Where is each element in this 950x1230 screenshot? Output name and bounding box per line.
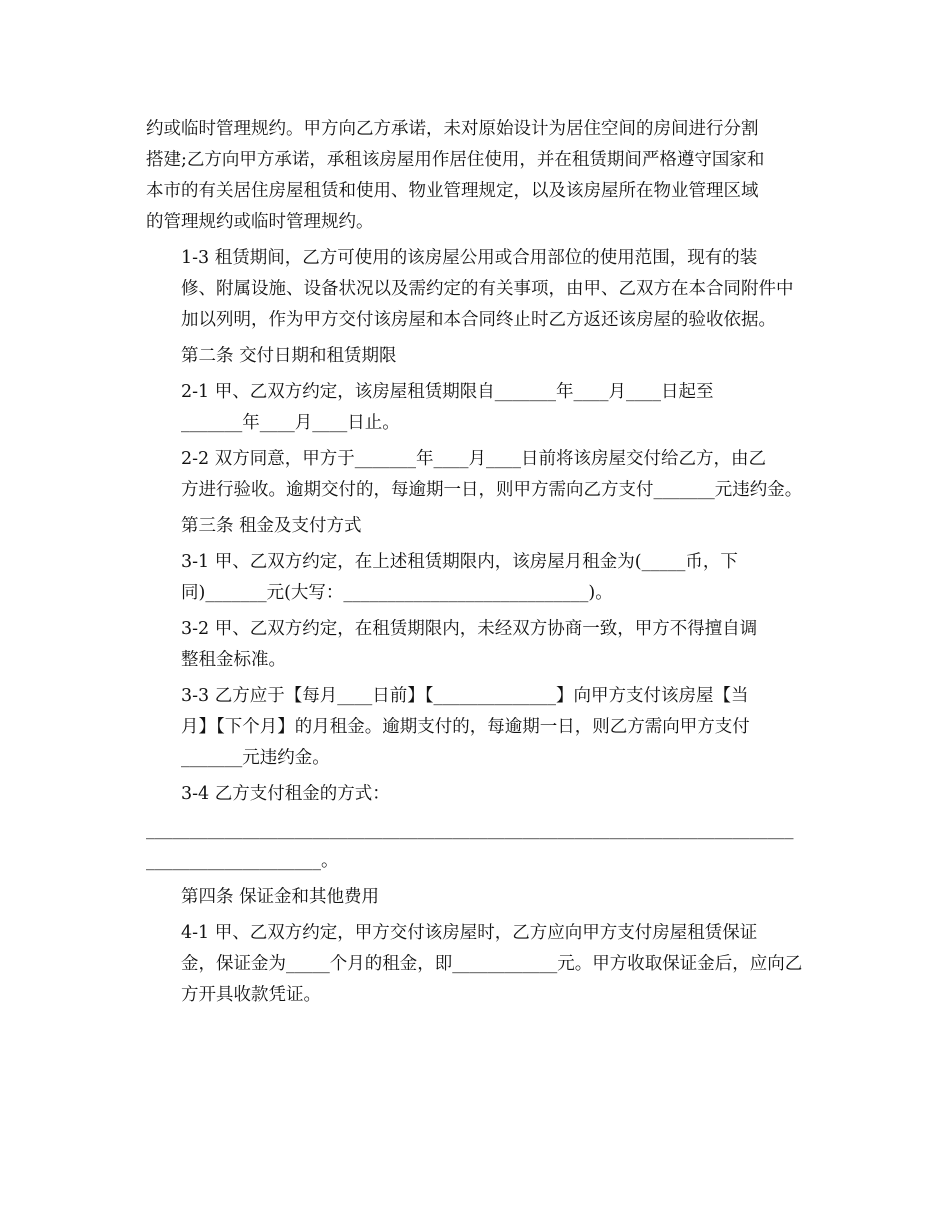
text-line: 第三条 租金及支付方式: [181, 516, 362, 536]
text-line: 2-2 双方同意，甲方于_______年____月____日前将该房屋交付给乙方，由乙: [181, 449, 766, 469]
text-line: 3-1 甲、乙双方约定，在上述租赁期限内，该房屋月租金为(_____币，下: [181, 552, 738, 572]
text-line: ____________________。: [146, 851, 339, 871]
text-line: 本市的有关居住房屋租赁和使用、物业管理规定，以及该房屋所在物业管理区域: [146, 181, 759, 201]
paragraph: [146, 243, 808, 336]
paragraph: [146, 614, 808, 676]
paragraph: [146, 444, 808, 506]
text-line: 金，保证金为_____个月的租金，即____________元。甲方收取保证金后，应向乙: [181, 954, 803, 974]
section-heading: [146, 882, 808, 913]
section-heading: [146, 511, 808, 542]
paragraph: [146, 114, 808, 238]
text-line: __________________________________________________________________________: [146, 820, 794, 840]
document-body: [146, 114, 808, 1011]
text-line: 约或临时管理规约。甲方向乙方承诺，未对原始设计为居住空间的房间进行分割: [146, 119, 759, 139]
text-line: 第二条 交付日期和租赁期限: [181, 346, 397, 366]
text-line: 2-1 甲、乙双方约定，该房屋租赁期限自_______年____月____日起至: [181, 382, 714, 402]
text-line: 同)_______元(大写：____________________________)。: [181, 583, 613, 603]
text-line: 搭建;乙方向甲方承诺，承租该房屋用作居住使用，并在租赁期间严格遵守国家和: [146, 150, 765, 170]
document-page: [146, 114, 808, 1016]
text-line: 1-3 租赁期间，乙方可使用的该房屋公用或合用部位的使用范围，现有的装: [181, 248, 758, 268]
text-line: 方开具收款凭证。: [181, 985, 321, 1005]
paragraph: [146, 681, 808, 774]
paragraph: [146, 547, 808, 609]
text-line: 整租金标准。: [181, 650, 286, 670]
text-line: 月】【下个月】的月租金。逾期支付的，每逾期一日，则乙方需向甲方支付: [181, 717, 750, 737]
paragraph: [146, 779, 808, 810]
text-line: 4-1 甲、乙双方约定，甲方交付该房屋时，乙方应向甲方支付房屋租赁保证: [181, 923, 758, 943]
section-heading: [146, 341, 808, 372]
text-line: 3-2 甲、乙双方约定，在租赁期限内，未经双方协商一致，甲方不得擅自调: [181, 619, 758, 639]
text-line: 方进行验收。逾期交付的，每逾期一日，则甲方需向乙方支付_______元违约金。: [181, 480, 803, 500]
paragraph: [146, 815, 808, 877]
text-line: 修、附属设施、设备状况以及需约定的有关事项，由甲、乙双方在本合同附件中: [181, 279, 794, 299]
text-line: 的管理规约或临时管理规约。: [146, 212, 374, 232]
text-line: 3-4 乙方支付租金的方式：: [181, 784, 390, 804]
text-line: 加以列明，作为甲方交付该房屋和本合同终止时乙方返还该房屋的验收依据。: [181, 310, 776, 330]
text-line: 第四条 保证金和其他费用: [181, 887, 380, 907]
paragraph: [146, 918, 808, 1011]
text-line: 3-3 乙方应于【每月____日前】【______________】向甲方支付该房屋【当: [181, 686, 749, 706]
text-line: _______年____月____日止。: [181, 413, 400, 433]
text-line: _______元违约金。: [181, 748, 330, 768]
paragraph: [146, 377, 808, 439]
